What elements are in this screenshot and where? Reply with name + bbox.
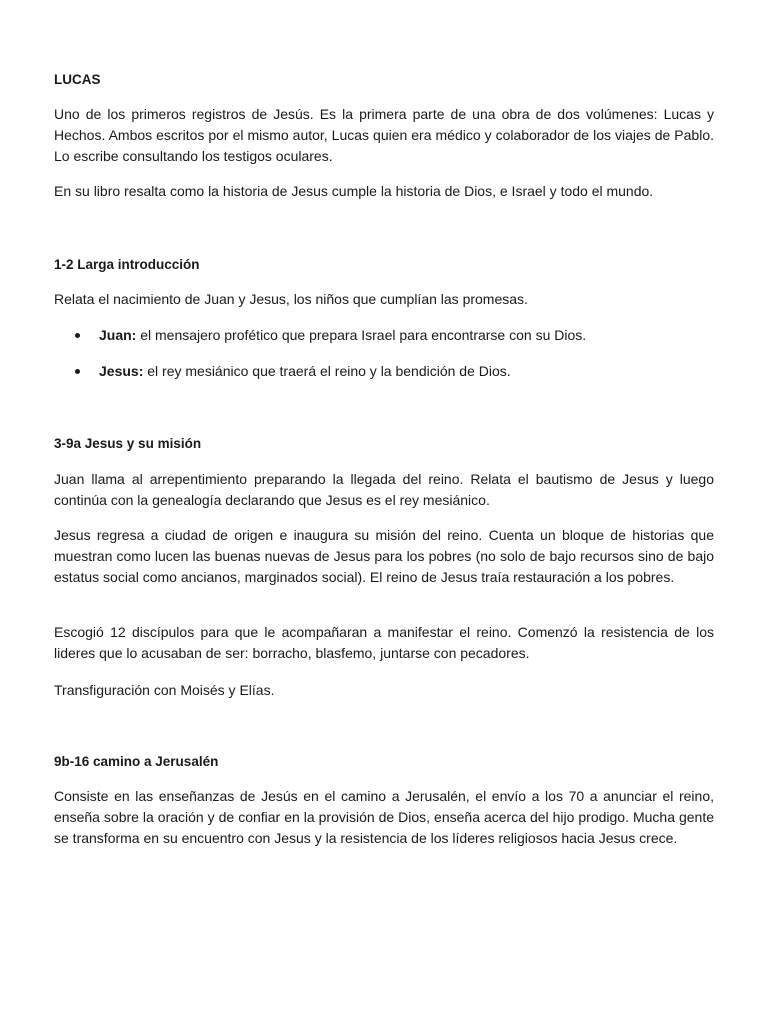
bullet-term: Juan: [99, 327, 137, 343]
section-heading-3: 9b-16 camino a Jerusalén [54, 754, 219, 769]
section-2-paragraph-2: Jesus regresa a ciudad de origen e inaugura su misión del reino. Cuenta un bloque de historias que muestran como lucen las buenas nuevas de Jesus para los pobres (no solo de bajo recursos sino de bajo estatus social como ancianos, marginados social). El reino de Jesus traía restauración a los pobres. [54, 527, 714, 585]
intro-paragraph-1: Uno de los primeros registros de Jesús. Es la primera parte de una obra de dos volúmenes: Lucas y Hechos. Ambos escritos por el mismo autor, Lucas quien era médico y colaborador de los viajes de Pablo. Lo escribe consultando los testigos oculares. [54, 106, 714, 164]
section-3-paragraph-1: Consiste en las enseñanzas de Jesús en el camino a Jerusalén, el envío a los 70 a anunciar el reino, enseña sobre la oración y de confiar en la provisión de Dios, enseña acerca del hijo prodigo. Mucha gente se transforma en su encuentro con Jesus y la resistencia de los líderes religiosos hacia Jesus crece. [54, 788, 714, 846]
section-heading-1: 1-2 Larga introducción [54, 257, 200, 272]
intro-paragraph-2: En su libro resalta como la historia de Jesus cumple la historia de Dios, e Israel y todo el mundo. [54, 183, 654, 199]
section-2-paragraph-4: Transfiguración con Moisés y Elías. [54, 682, 275, 698]
section-2-paragraph-3: Escogió 12 discípulos para que le acompañaran a manifestar el reino. Comenzó la resistencia de los lideres que lo acusaban de ser: borracho, blasfemo, juntarse con pecadores. [54, 624, 714, 661]
section-2-paragraph-1: Juan llama al arrepentimiento preparando la llegada del reino. Relata el bautismo de Jesus y luego continúa con la genealogía declarando que Jesus es el rey mesiánico. [54, 471, 714, 508]
bullet-description: el mensajero profético que prepara Israel para encontrarse con su Dios. [136, 327, 587, 343]
document-title: LUCAS [54, 72, 101, 87]
bullet-item-juan [54, 325, 694, 345]
bullet-dot-icon [75, 369, 80, 374]
bullet-text [99, 327, 586, 343]
bullet-item-jesus [54, 361, 694, 381]
bullet-term: Jesus: [99, 363, 144, 379]
bullet-description: el rey mesiánico que traerá el reino y la bendición de Dios. [143, 363, 511, 379]
bullet-text [99, 363, 511, 379]
bullet-dot-icon [75, 333, 80, 338]
section-heading-2: 3-9a Jesus y su misión [54, 436, 202, 451]
section-1-paragraph-1: Relata el nacimiento de Juan y Jesus, los niños que cumplían las promesas. [54, 291, 528, 307]
